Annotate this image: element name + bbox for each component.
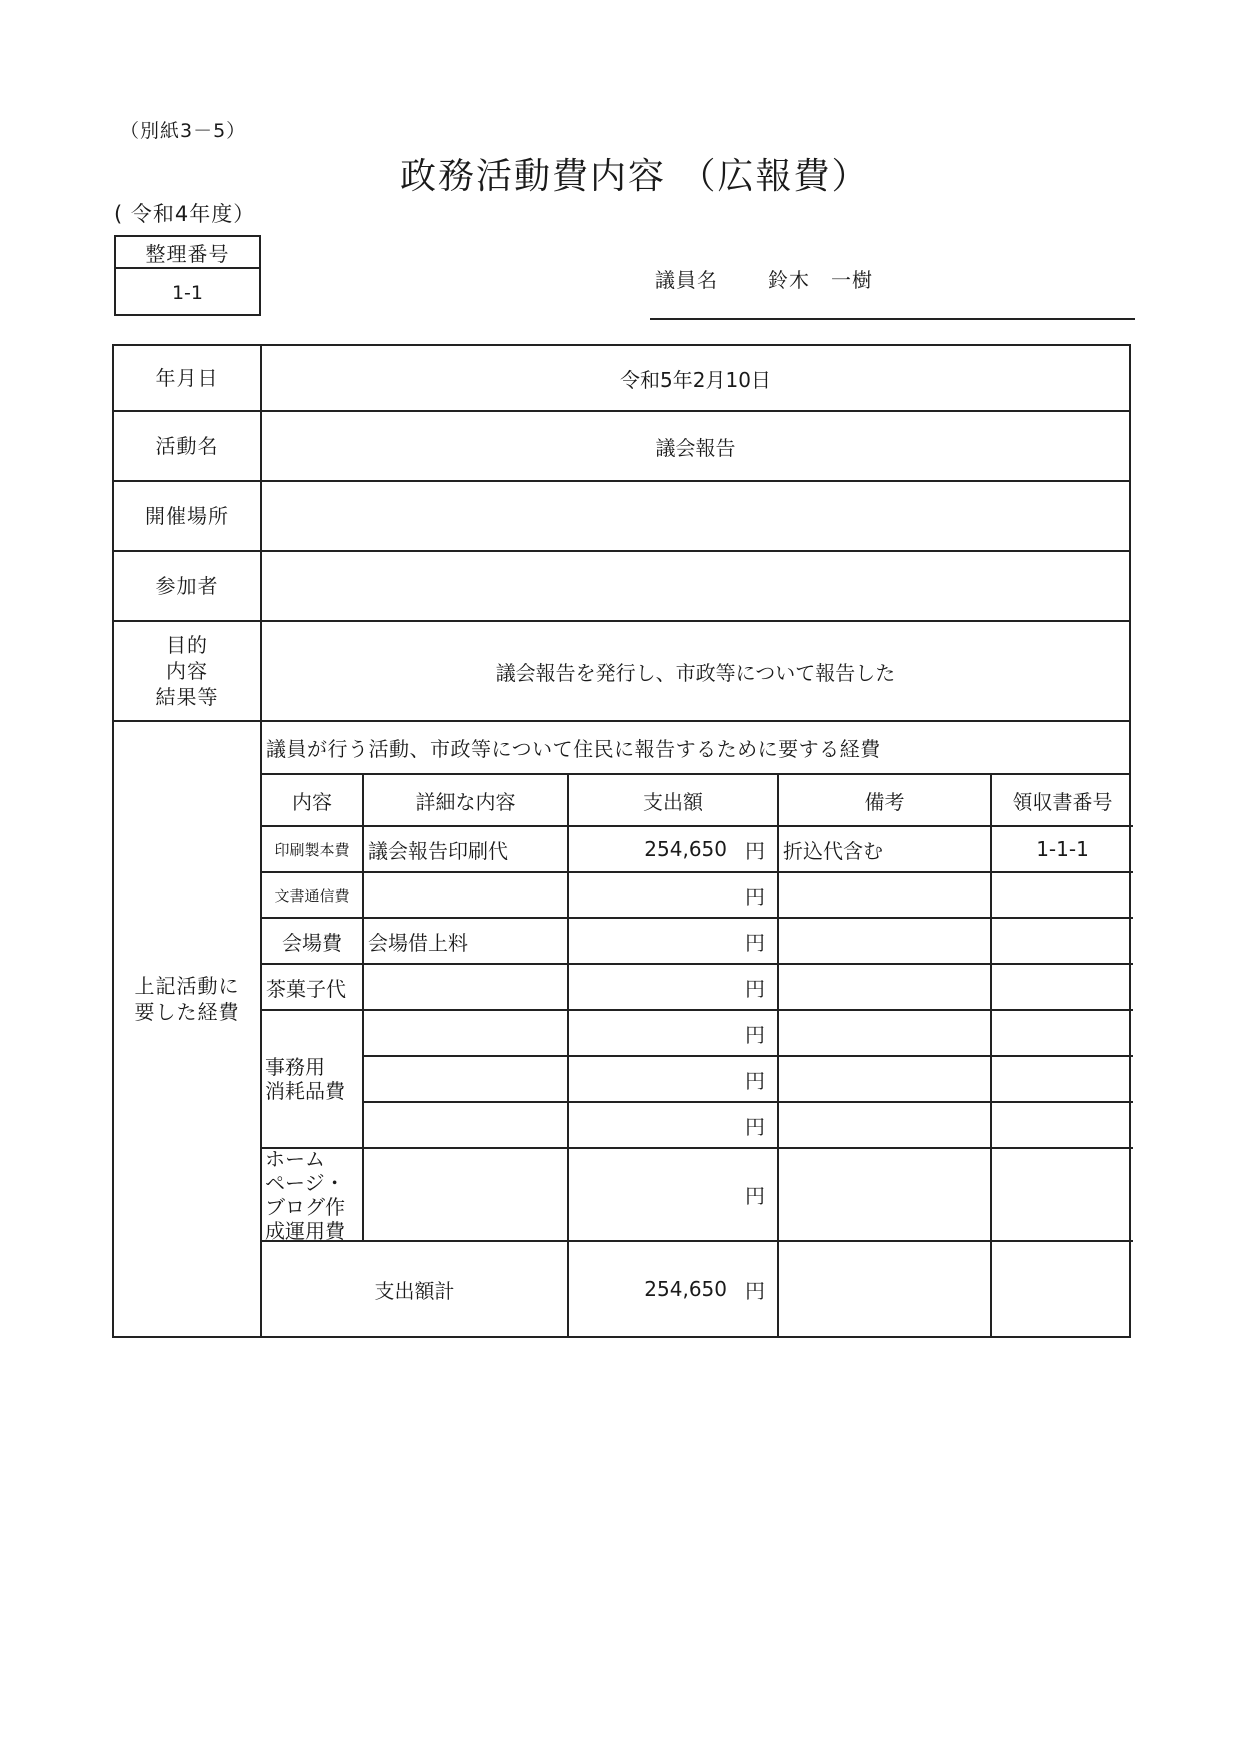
expense-note <box>779 1057 992 1103</box>
expense-category-line: ページ・ <box>265 1170 345 1195</box>
expense-detail <box>364 965 569 1011</box>
expense-detail: 会場借上料 <box>364 919 569 965</box>
expense-category: 印刷製本費 <box>262 827 364 873</box>
expense-receipt-number <box>992 1103 1133 1149</box>
expense-amount-value: 254,650 <box>644 837 727 861</box>
total-label: 支出額計 <box>262 1242 569 1336</box>
currency-yen: 円 <box>745 1068 765 1093</box>
expense-category-line: ブログ作 <box>265 1194 345 1219</box>
currency-yen: 円 <box>745 930 765 955</box>
activity-table <box>112 344 1131 1338</box>
date-row <box>114 346 1129 412</box>
expense-amount <box>569 1011 779 1057</box>
expense-category-line: 消耗品費 <box>265 1079 345 1103</box>
expense-receipt-number <box>992 873 1133 919</box>
purpose-label-line: 結果等 <box>155 685 219 709</box>
expense-category: 茶菓子代 <box>262 965 364 1011</box>
total-receipt <box>992 1242 1133 1336</box>
reference-number: 1-1 <box>171 281 204 304</box>
expense-receipt-number <box>992 919 1133 965</box>
purpose-label <box>114 622 262 720</box>
column-header-amount: 支出額 <box>569 775 779 827</box>
column-header-category: 内容 <box>262 775 364 827</box>
participants-row <box>114 552 1129 622</box>
expense-note <box>779 1103 992 1149</box>
expense-receipt-number <box>992 1011 1133 1057</box>
purpose-label-line: 目的 <box>166 633 208 657</box>
venue-row <box>114 482 1129 552</box>
activity-row <box>114 412 1129 482</box>
column-header-note: 備考 <box>779 775 992 827</box>
expenses-row <box>114 722 1129 1336</box>
expense-category-line: ホーム <box>265 1146 325 1171</box>
expense-note <box>779 873 992 919</box>
purpose-label-line: 内容 <box>166 659 208 683</box>
activity-value: 議会報告 <box>655 435 736 460</box>
expense-note <box>779 919 992 965</box>
expense-note <box>779 1011 992 1057</box>
currency-yen: 円 <box>745 1022 765 1047</box>
expense-receipt-number <box>992 1057 1133 1103</box>
total-amount <box>569 1242 779 1336</box>
expense-receipt-number <box>992 1149 1133 1242</box>
purpose-row <box>114 622 1129 722</box>
expense-category-line: 事務用 <box>265 1055 325 1079</box>
fiscal-year: ( 令和4年度） <box>114 202 256 226</box>
form-code: （別紙3－5） <box>120 120 247 142</box>
expense-detail <box>364 1011 569 1057</box>
expense-amount <box>569 965 779 1011</box>
expense-amount <box>569 873 779 919</box>
currency-yen: 円 <box>745 1184 765 1208</box>
currency-yen: 円 <box>745 976 765 1001</box>
reference-number-box <box>114 235 261 316</box>
expense-detail <box>364 1057 569 1103</box>
total-note <box>779 1242 992 1336</box>
currency-yen: 円 <box>745 1114 765 1139</box>
expense-category-line: 成運用費 <box>265 1218 345 1243</box>
expense-note <box>779 1149 992 1242</box>
currency-yen: 円 <box>745 1278 765 1303</box>
member-name-label: 議員名 <box>655 268 718 292</box>
activity-label: 活動名 <box>114 412 262 480</box>
expenses-label-line: 上記活動に <box>134 974 240 998</box>
expense-category: 会場費 <box>262 919 364 965</box>
expense-detail <box>364 1103 569 1149</box>
expenses-description: 議員が行う活動、市政等について住民に報告するために要する経費 <box>262 722 1129 775</box>
expense-detail <box>364 873 569 919</box>
expense-amount <box>569 827 779 873</box>
venue-value <box>262 482 1129 550</box>
participants-value <box>262 552 1129 620</box>
expense-amount <box>569 919 779 965</box>
expense-detail: 議会報告印刷代 <box>364 827 569 873</box>
expense-amount <box>569 1103 779 1149</box>
purpose-value: 議会報告を発行し、市政等について報告した <box>495 660 896 685</box>
expense-category <box>262 1011 364 1149</box>
reference-number-label: 整理番号 <box>116 237 259 269</box>
expense-note: 折込代含む <box>779 827 992 873</box>
document-title: 政務活動費内容 （広報費） <box>400 156 870 197</box>
expense-note <box>779 965 992 1011</box>
member-name: 鈴木 一樹 <box>768 268 873 292</box>
venue-label: 開催場所 <box>114 482 262 550</box>
currency-yen: 円 <box>745 838 765 863</box>
total-amount-value: 254,650 <box>644 1277 727 1301</box>
expense-receipt-number <box>992 965 1133 1011</box>
column-header-detail: 詳細な内容 <box>364 775 569 827</box>
date-label: 年月日 <box>114 346 262 410</box>
expense-amount <box>569 1057 779 1103</box>
column-header-receipt: 領収書番号 <box>992 775 1133 827</box>
expense-category <box>262 1146 364 1243</box>
expenses-table <box>262 722 1129 1336</box>
currency-yen: 円 <box>745 884 765 909</box>
expenses-label <box>114 722 262 1336</box>
expense-category: 文書通信費 <box>262 873 364 919</box>
expense-detail <box>364 1149 569 1242</box>
expense-receipt-number: 1-1-1 <box>992 827 1133 873</box>
participants-label: 参加者 <box>114 552 262 620</box>
expenses-label-line: 要した経費 <box>134 1000 240 1024</box>
date-value: 令和5年2月10日 <box>620 367 771 392</box>
expense-amount <box>569 1149 779 1242</box>
member-name-underline <box>650 318 1135 320</box>
